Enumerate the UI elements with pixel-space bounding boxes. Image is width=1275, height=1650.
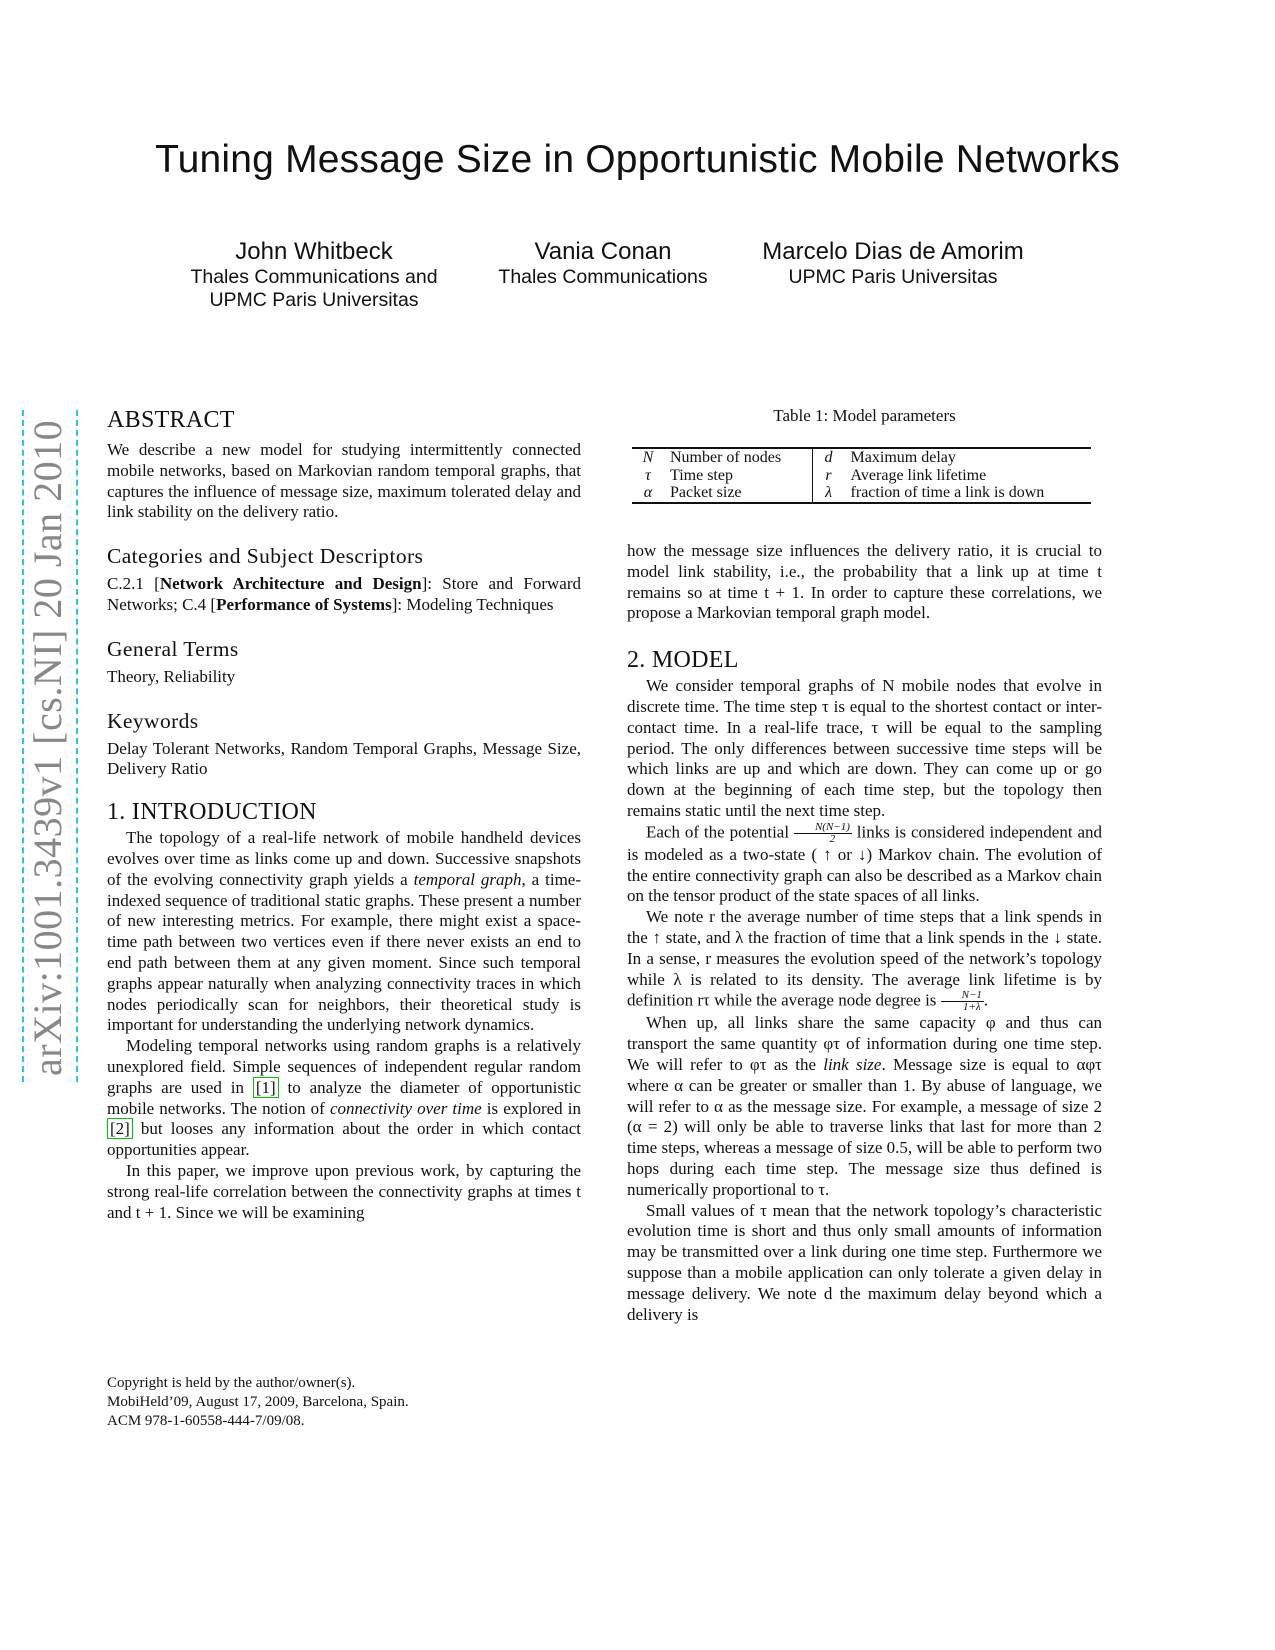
left-column [107,406,581,1223]
author-name: Marcelo Dias de Amorim [762,238,1024,265]
author-name: John Whitbeck [235,238,393,265]
model-paragraph: We note r the average number of time steps that a link spends in the ↑ state, and λ the fraction of time that a link spends in the ↓ state. In a sense, r measures the evolution speed of the network’s topology while λ is related to its density. The average link lifetime is by definition rτ while the average node degree is $\frac{N-1}{1+\lambda}$ . [627,907,1102,1014]
fraction: $\frac{N(N-1)}{2}$ [794,822,852,845]
paper-title: Tuning Message Size in Opportunistic Mobile Networks [155,138,1120,181]
fraction: $\frac{N-1}{1+\lambda}$ [941,990,984,1013]
general-terms-heading: General Terms [107,636,239,661]
general-terms-text: Theory, Reliability [107,666,236,686]
author-affiliation: UPMC Paris Universitas [788,266,998,288]
table-row: α Packet size λ fraction of time a link is down [632,484,1091,503]
author-block [164,238,464,312]
keywords-text: Delay Tolerant Networks, Random Temporal Graphs, Message Size, Delivery Ratio [107,738,581,779]
copyright-notice: Copyright is held by the author/owner(s). MobiHeld’09, August 17, 2009, Barcelona, Spain. ACM 978-1-60558-444-7/09/08. [107,1375,409,1429]
author-affiliation: Thales Communications [498,266,708,288]
intro-paragraph: The topology of a real-life network of mobile handheld devices evolves over time as links come up and down. Successive snapshots of the evolving connectivity graph yields a temporal graph, a time-indexed sequence of traditional static graphs. These present a number of new interesting metrics. For example, there might exist a space-time path between two vertices even if there never exists an end to end path between them at any given moment. Since such temporal graphs appear naturally when analyzing connectivity traces in which nodes periodically scan for neighbors, their theoretical study is important for understanding the underlying network dynamics. [107,828,582,1035]
model-paragraph: Small values of τ mean that the network topology’s characteristic evolution time is short and thus only small amounts of information may be transmitted over a link during one time step. Furthermore we suppose than a mobile application can only tolerate a given delay in message delivery. We note d the maximum delay beyond which a delivery is [627,1200,1102,1324]
author-affiliation: UPMC Paris Universitas [209,289,419,311]
intro-paragraph: Modeling temporal networks using random graphs is a relatively unexplored field. Simple sequences of independent regular random graphs are used in [1] to analyze the diameter of opportunistic mobile networks. The notion of connectivity over time is explored in [2] but looses any information about the order in which contact opportunities appear. [107,1036,581,1160]
table-row: N Number of nodes d Maximum delay [632,448,1091,467]
table-caption: Table 1: Model parameters [773,406,956,425]
model-heading: 2. MODEL [627,647,739,674]
introduction-heading: 1. INTRODUCTION [107,799,317,826]
abstract-heading: ABSTRACT [107,407,235,433]
model-paragraph: When up, all links share the same capacity φ and thus can transport the same quantity φτ of information during one time step. We will refer to φτ as the link size. Message size is equal to αφτ where α can be greater or smaller than 1. By abuse of language, we will refer to α as the message size. For example, a message of size 2 (α = 2) will only be able to traverse links that last for more than 2 time steps, whereas a message of size 0.5, will be able to perform two hops during each time step. The message size thus defined is numerically proportional to τ. [627,1013,1102,1199]
categories-text: C.2.1 [Network Architecture and Design]: Store and Forward Networks; C.4 [Performance of Systems]: Modeling Techniques [107,574,582,614]
right-column [627,541,1102,1325]
keywords-heading: Keywords [107,708,199,733]
model-paragraph: Each of the potential $\frac{N(N-1)}{2}$ links is considered independent and is modeled as a two-state ( ↑ or ↓) Markov chain. The evolution of the entire connectivity graph can also be described as a Markov chain on the tensor product of the state spaces of all links. [627,820,1103,906]
table-row: τ Time step r Average link lifetime [645,466,987,484]
author-block [743,238,1043,289]
citation-link[interactable]: [2] [107,1118,133,1139]
author-name: Vania Conan [534,238,672,265]
author-block [478,238,728,289]
author-affiliation: Thales Communications and [190,266,438,288]
arxiv-stamp[interactable]: arXiv:1001.3439v1 [cs.NI] 20 Jan 2010 [25,419,70,1076]
intro-paragraph: In this paper, we improve upon previous work, by capturing the strong real-life correlation between the connectivity graphs at times t and t + 1. Since we will be examining [107,1160,581,1222]
citation-link[interactable]: [1] [253,1077,279,1098]
categories-heading: Categories and Subject Descriptors [107,544,424,569]
abstract-text: We describe a new model for studying intermittently connected mobile networks, based on Markovian random temporal graphs, that captures the influence of message size, maximum tolerated delay and link stability on the delivery ratio. [107,440,581,522]
intro-continuation: how the message size influences the delivery ratio, it is crucial to model link stability, i.e., the probability that a link up at time t remains so at time t + 1. In order to capture these correlations, we propose a Markovian temporal graph model. [627,541,1102,623]
model-parameters-table [632,447,1091,504]
model-paragraph: We consider temporal graphs of N mobile nodes that evolve in discrete time. The time step τ is equal to the shortest contact or inter-contact time. In a real-life trace, τ will be equal to the sampling period. The only differences between successive time steps will be which links are up and which are down. They can come up or go down at the beginning of each time step, but the topology then remains static until the next time step. [627,676,1102,820]
